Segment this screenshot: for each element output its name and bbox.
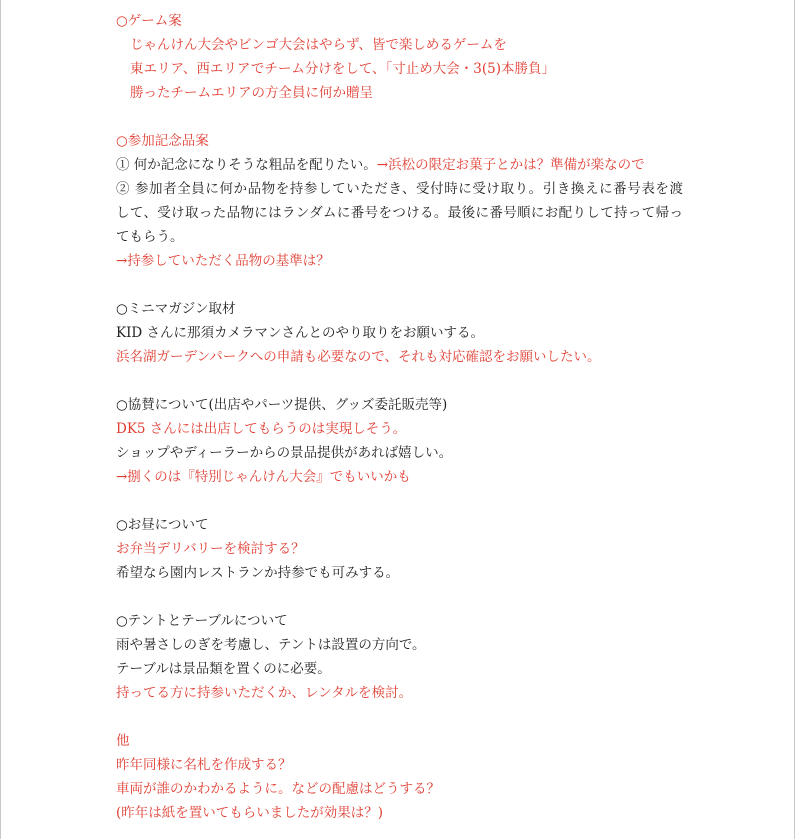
spacer [116, 489, 696, 513]
spacer [116, 105, 696, 129]
magazine-line-1: KID さんに那須カメラマンさんとのやり取りをお願いする。 [116, 325, 485, 341]
other-line-2: 車両が誰のかわかるように。などの配慮はどうする？ [116, 781, 440, 797]
game-line-2: 東エリア、西エリアでチーム分けをして、「寸止め大会・3(5)本勝負」 [130, 61, 556, 77]
spacer [116, 705, 696, 729]
section-heading-gift: ○参加記念品案 [116, 133, 209, 149]
tent-line-1: 雨や暑さしのぎを考慮し、テントは設置の方向で。 [116, 637, 426, 653]
section-heading-magazine: ○ミニマガジン取材 [116, 301, 236, 317]
document-body [116, 9, 696, 825]
gift-item-2-line-2: して、受け取った品物にはランダムに番号をつける。最後に番号順にお配りして持って帰っ [116, 205, 683, 221]
section-heading-sponsor: ○協賛について(出店やパーツ提供、グッズ委託販売等) [116, 397, 448, 413]
section-heading-lunch: ○お昼について [116, 517, 209, 533]
spacer [116, 273, 696, 297]
other-line-1: 昨年同様に名札を作成する？ [116, 757, 292, 773]
tent-line-3: 持ってる方に持参いただくか、レンタルを検討。 [116, 685, 413, 701]
sponsor-line-3: →捌くのは『特別じゃんけん大会』でもいいかも [116, 469, 411, 485]
gift-note: →持参していただく品物の基準は？ [116, 253, 330, 269]
lunch-line-1: お弁当デリバリーを検討する？ [116, 541, 305, 557]
sponsor-line-2: ショップやディーラーからの景品提供があれば嬉しい。 [116, 445, 453, 461]
sponsor-line-1: DK5 さんには出店してもらうのは実現しそう。 [116, 421, 407, 437]
magazine-line-2: 浜名湖ガーデンパークへの申請も必要なので、それも対応確認をお願いしたい。 [116, 349, 601, 365]
gift-item-1 [116, 153, 696, 177]
other-line-3: (昨年は紙を置いてもらいましたが効果は？) [116, 805, 384, 821]
section-heading-other: 他 [116, 733, 130, 749]
gift-item-2-line-1: ② 参加者全員に何か品物を持参していただき、受付時に受け取り。引き換えに番号表を渡 [116, 181, 683, 197]
lunch-line-2: 希望なら園内レストランか持参でも可みする。 [116, 565, 400, 581]
spacer [116, 585, 696, 609]
section-heading-game: ○ゲーム案 [116, 13, 182, 29]
gift-item-1-comment: →浜松の限定お菓子とかは？準備が楽なので [376, 157, 645, 173]
game-line-3: 勝ったチームエリアの方全員に何か贈呈 [130, 85, 373, 101]
gift-item-2-line-3: てもらう。 [116, 229, 184, 245]
game-line-1: じゃんけん大会やビンゴ大会はやらず、皆で楽しめるゲームを [130, 37, 507, 53]
section-heading-tent: ○テントとテーブルについて [116, 613, 288, 629]
tent-line-2: テーブルは景品類を置くのに必要。 [116, 661, 331, 677]
spacer [116, 369, 696, 393]
gift-item-1-text: ① 何か記念になりそうな粗品を配りたい。 [116, 157, 377, 173]
